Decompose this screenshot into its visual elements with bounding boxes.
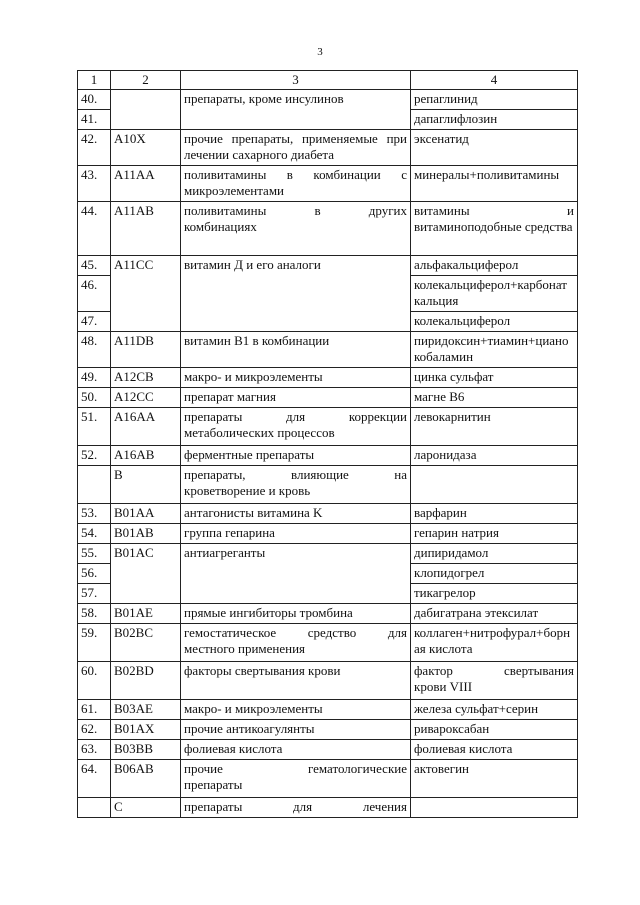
row-number: 43. [78, 166, 111, 202]
drug-name: колекальциферол [411, 312, 578, 332]
drug-group-word: поливитамины [184, 203, 267, 218]
atc-code: B01AE [111, 604, 181, 624]
drug-name-word: и [567, 203, 574, 218]
table-row [78, 524, 578, 544]
drug-group-word: прочие [184, 761, 223, 776]
row-number: 53. [78, 504, 111, 524]
drug-group-word: гемостатическое [184, 625, 277, 640]
drug-group-line: комбинациях [184, 219, 257, 234]
drug-group: макро- и микроэлементы [181, 700, 411, 720]
drug-group-word: на [394, 467, 407, 482]
drug-group-line: местного применения [184, 641, 306, 656]
drug-name: репаглинид [411, 90, 578, 110]
table-row [78, 202, 578, 256]
drug-group-word: для [286, 409, 306, 424]
atc-code: B01AB [111, 524, 181, 544]
drug-name: актовегин [411, 760, 578, 798]
table-row [78, 504, 578, 524]
drug-group-word: для [293, 799, 313, 814]
atc-code: B01AC [111, 544, 181, 604]
drug-group: антагонисты витамина K [181, 504, 411, 524]
table-row [78, 90, 578, 110]
drug-group-word: средство [307, 625, 357, 640]
row-number: 48. [78, 332, 111, 368]
row-number: 64. [78, 760, 111, 798]
drug-name-word: витамины [414, 203, 470, 218]
drug-name [411, 798, 578, 818]
table-row [78, 544, 578, 564]
row-number: 54. [78, 524, 111, 544]
drug-group: фолиевая кислота [181, 740, 411, 760]
row-number: 58. [78, 604, 111, 624]
drug-name: левокарнитин [411, 408, 578, 446]
drug-group-word: других [368, 203, 407, 218]
drug-name: железа сульфат+серин [411, 700, 578, 720]
drug-group: препараты, кроме инсулинов [181, 90, 411, 130]
row-number: 42. [78, 130, 111, 166]
drug-name-line: витаминоподобные средства [414, 219, 573, 234]
row-number: 56. [78, 564, 111, 584]
row-number: 44. [78, 202, 111, 256]
atc-code: B06AB [111, 760, 181, 798]
drug-group: витамин B1 в комбинации [181, 332, 411, 368]
drug-name: ларонидаза [411, 446, 578, 466]
drug-group: витамин Д и его аналоги [181, 256, 411, 332]
drug-name [411, 202, 578, 256]
row-number: 57. [78, 584, 111, 604]
row-number: 45. [78, 256, 111, 276]
row-number: 46. [78, 276, 111, 312]
drug-group [181, 798, 411, 818]
row-number: 59. [78, 624, 111, 662]
drug-group: факторы свертывания крови [181, 662, 411, 700]
drug-group [181, 760, 411, 798]
drug-name: ривароксабан [411, 720, 578, 740]
atc-code: B02BC [111, 624, 181, 662]
row-number: 52. [78, 446, 111, 466]
atc-code: C [111, 798, 181, 818]
row-number: 51. [78, 408, 111, 446]
drug-name: дипиридамол [411, 544, 578, 564]
drug-name: минералы+поливитамины [411, 166, 578, 202]
drug-name: коллаген+нитрофурал+борная кислота [411, 624, 578, 662]
atc-code: A16AB [111, 446, 181, 466]
header-col-4: 4 [411, 71, 578, 90]
drug-name-word: свертывания [504, 663, 574, 678]
drug-group-line: метаболических процессов [184, 425, 335, 440]
drug-group-word: препараты [184, 409, 243, 424]
drug-group [181, 408, 411, 446]
drug-group-word: гематологические [307, 761, 407, 776]
row-number: 60. [78, 662, 111, 700]
drug-name: варфарин [411, 504, 578, 524]
row-number: 50. [78, 388, 111, 408]
drug-group-line: кроветворение и кровь [184, 483, 311, 498]
table-row [78, 256, 578, 276]
drug-group: группа гепарина [181, 524, 411, 544]
row-number: 41. [78, 110, 111, 130]
row-number [78, 798, 111, 818]
row-number: 63. [78, 740, 111, 760]
drug-table [77, 70, 578, 818]
table-row [78, 624, 578, 662]
header-col-3: 3 [181, 71, 411, 90]
header-col-1: 1 [78, 71, 111, 90]
drug-name: пиридоксин+тиамин+цианокобаламин [411, 332, 578, 368]
atc-code: A12CC [111, 388, 181, 408]
drug-group-word: для [387, 625, 407, 640]
row-number: 40. [78, 90, 111, 110]
table-row [78, 446, 578, 466]
drug-group: прямые ингибиторы тромбина [181, 604, 411, 624]
atc-code: A11AA [111, 166, 181, 202]
drug-name-word: фактор [414, 663, 453, 678]
atc-code: B01AA [111, 504, 181, 524]
table-row [78, 798, 578, 818]
drug-name [411, 662, 578, 700]
table-row [78, 604, 578, 624]
drug-group-word: препараты [184, 799, 243, 814]
drug-group: препарат магния [181, 388, 411, 408]
atc-code: A11DB [111, 332, 181, 368]
drug-group: поливитамины в комбинации с микроэлементами [181, 166, 411, 202]
atc-code: B02BD [111, 662, 181, 700]
table-row [78, 368, 578, 388]
row-number: 55. [78, 544, 111, 564]
table-row [78, 166, 578, 202]
drug-group [181, 624, 411, 662]
atc-code: B01AX [111, 720, 181, 740]
header-row [78, 71, 578, 90]
drug-name: клопидогрел [411, 564, 578, 584]
drug-name: фолиевая кислота [411, 740, 578, 760]
row-number [78, 466, 111, 504]
table-row [78, 760, 578, 798]
drug-name: эксенатид [411, 130, 578, 166]
header-col-2: 2 [111, 71, 181, 90]
drug-name: магне B6 [411, 388, 578, 408]
table-row [78, 740, 578, 760]
drug-name: тикагрелор [411, 584, 578, 604]
atc-code: A12CB [111, 368, 181, 388]
drug-name-line: крови VIII [414, 679, 473, 694]
drug-name: цинка сульфат [411, 368, 578, 388]
drug-group-line: препараты [184, 777, 243, 792]
drug-group-word: влияющие [290, 467, 349, 482]
table-row [78, 700, 578, 720]
atc-code: B03AE [111, 700, 181, 720]
drug-name: дапаглифлозин [411, 110, 578, 130]
table-row [78, 130, 578, 166]
row-number: 62. [78, 720, 111, 740]
drug-group-word: в [314, 203, 321, 218]
atc-code: B [111, 466, 181, 504]
table-row [78, 466, 578, 504]
atc-code: A10X [111, 130, 181, 166]
drug-name [411, 466, 578, 504]
drug-name: колекальциферол+карбонат кальция [411, 276, 578, 312]
drug-name: гепарин натрия [411, 524, 578, 544]
drug-group-word: коррекции [348, 409, 407, 424]
drug-name: дабигатрана этексилат [411, 604, 578, 624]
drug-group: прочие препараты, применяемые при лечении сахарного диабета [181, 130, 411, 166]
atc-code: B03BB [111, 740, 181, 760]
drug-group: ферментные препараты [181, 446, 411, 466]
row-number: 49. [78, 368, 111, 388]
atc-code: A11AB [111, 202, 181, 256]
row-number: 47. [78, 312, 111, 332]
drug-group: макро- и микроэлементы [181, 368, 411, 388]
atc-code [111, 90, 181, 130]
table-row [78, 720, 578, 740]
drug-group-word: лечения [362, 799, 407, 814]
atc-code: A16AA [111, 408, 181, 446]
page-number: 3 [317, 46, 323, 58]
drug-group [181, 202, 411, 256]
drug-group-word: препараты, [184, 467, 246, 482]
table-row [78, 388, 578, 408]
drug-name: альфакальциферол [411, 256, 578, 276]
table-row [78, 662, 578, 700]
atc-code: A11CC [111, 256, 181, 332]
drug-group: прочие антикоагулянты [181, 720, 411, 740]
drug-group [181, 466, 411, 504]
table-row [78, 332, 578, 368]
drug-group: антиагреганты [181, 544, 411, 604]
row-number: 61. [78, 700, 111, 720]
table-row [78, 408, 578, 446]
